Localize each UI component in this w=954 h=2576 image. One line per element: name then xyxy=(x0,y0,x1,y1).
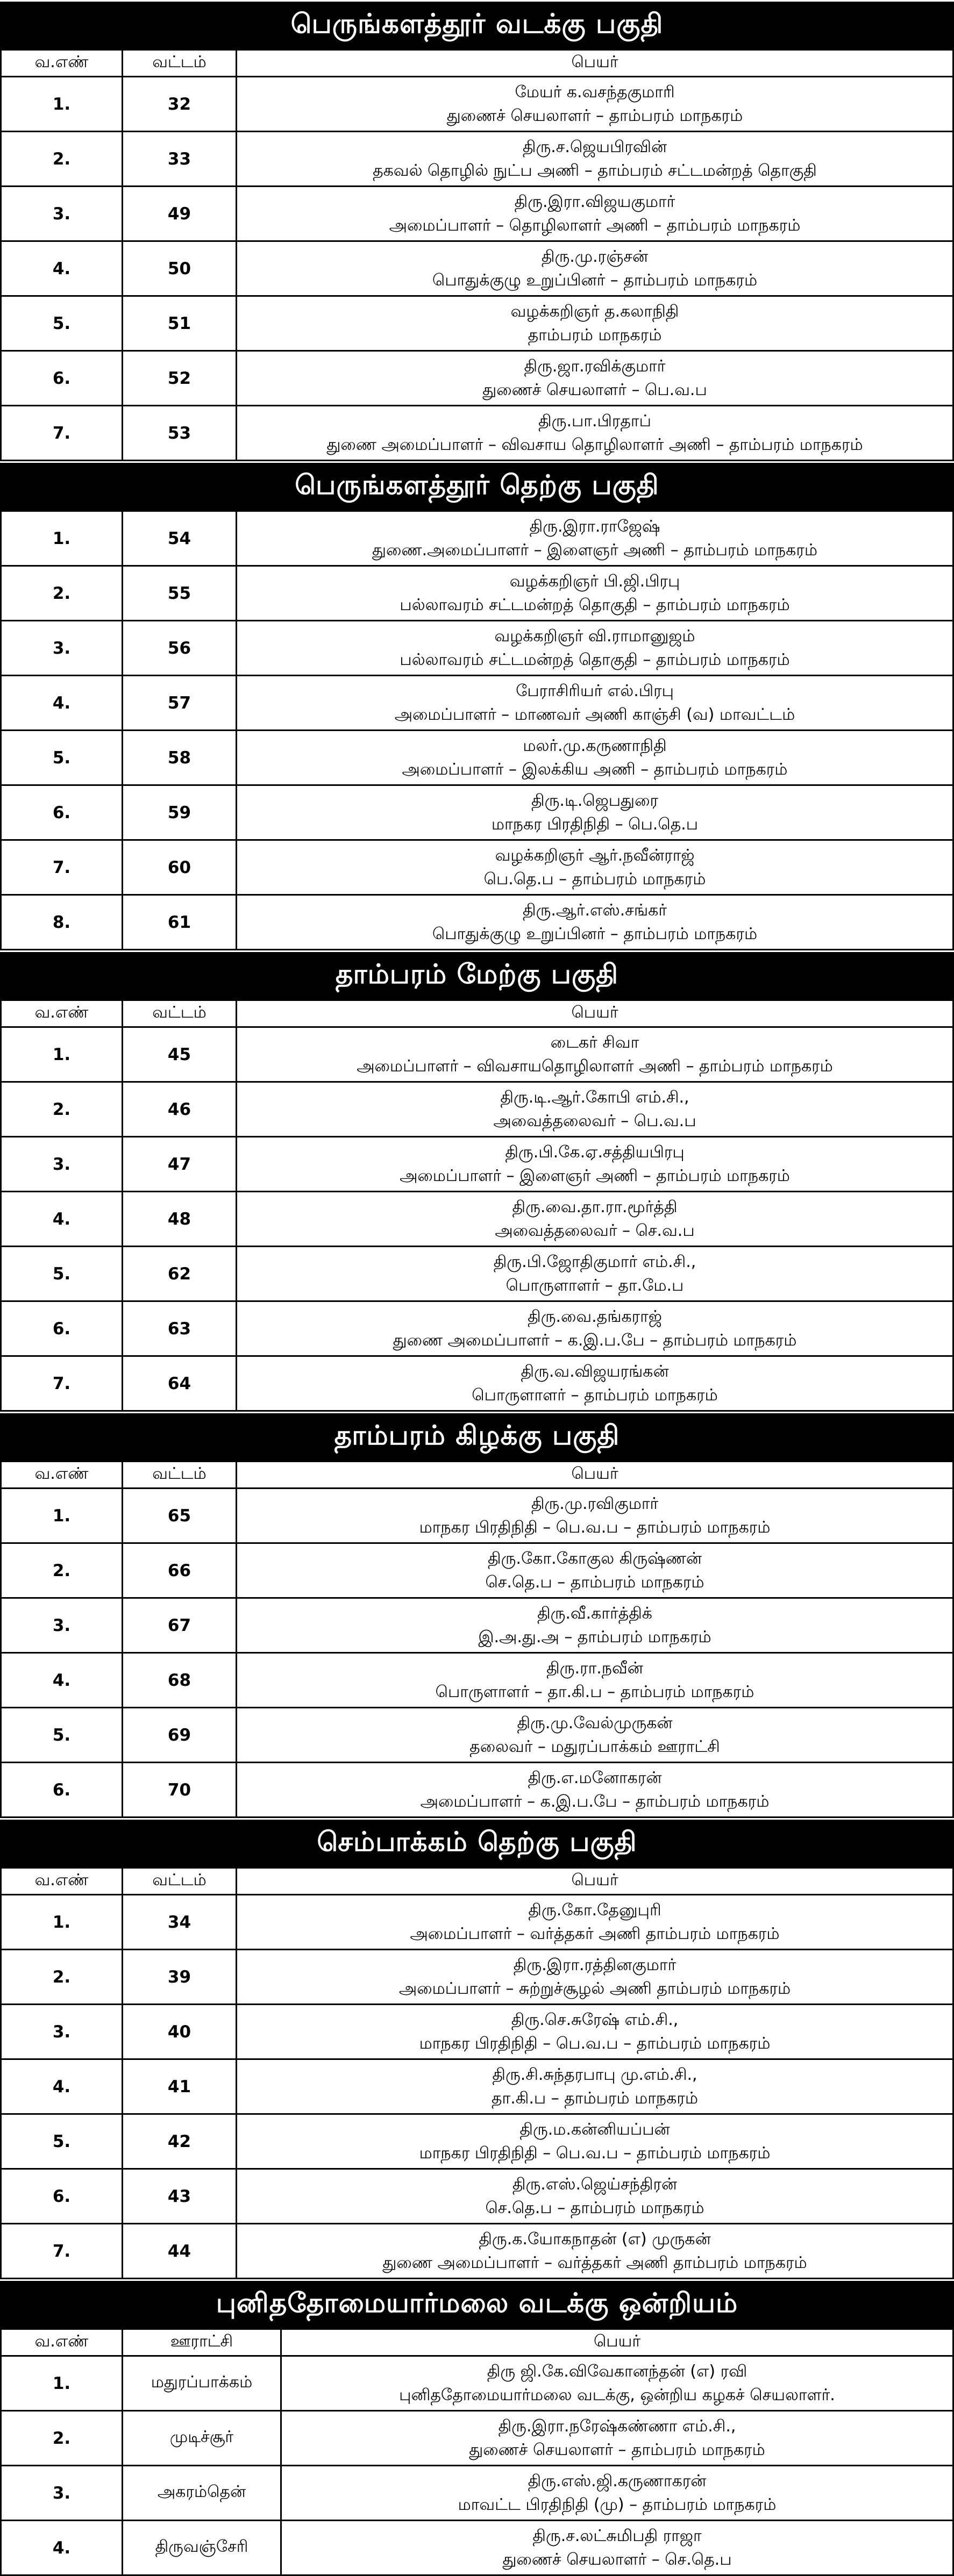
serial-number: 2. xyxy=(1,2411,123,2466)
member-name: திரு.இரா.நரேஷ்கண்ணா எம்.சி., xyxy=(498,2416,736,2436)
ward-number: 70 xyxy=(123,1763,237,1817)
member-designation: மாநகர பிரதிநிதி – பெ.வ.ப – தாம்பரம் மாநகரம் xyxy=(419,2034,771,2053)
member-designation: அமைப்பாளர் – சுற்றுச்சூழல் அணி தாம்பரம் மாநகரம் xyxy=(398,1979,791,1998)
member-designation: பல்லாவரம் சட்டமன்றத் தொகுதி – தாம்பரம் மாநகரம் xyxy=(400,595,790,614)
member-designation: துணைச் செயலாளர் – செ.தெ.ப xyxy=(502,2550,732,2569)
member-name-cell xyxy=(237,895,953,950)
member-name: திரு.வை.தா.ரா.மூர்த்தி xyxy=(512,1197,678,1217)
serial-number: 7. xyxy=(1,406,123,461)
member-designation: பொருளாளர் – தா.கி.ப – தாம்பரம் மாநகரம் xyxy=(435,1682,754,1701)
table-row xyxy=(1,2005,953,2059)
serial-number: 6. xyxy=(1,351,123,406)
ward-number: 67 xyxy=(123,1598,237,1653)
serial-number: 5. xyxy=(1,2114,123,2169)
table-row xyxy=(1,241,953,296)
section-title: பெருங்களத்தூர் தெற்கு பகுதி xyxy=(0,461,954,510)
member-designation: செ.தெ.ப – தாம்பரம் மாநகரம் xyxy=(485,1572,704,1592)
member-name: திரு.செ.சுரேஷ் எம்.சி., xyxy=(511,2010,679,2029)
member-name-cell xyxy=(237,785,953,840)
table-row xyxy=(1,406,953,461)
ward-number: 41 xyxy=(123,2059,237,2114)
ward-number: 65 xyxy=(123,1489,237,1543)
section-title: தாம்பரம் மேற்கு பகுதி xyxy=(0,950,954,999)
column-header-row xyxy=(1,1000,953,1027)
member-name: திரு.மு.ரஞ்சன் xyxy=(541,247,649,266)
member-designation: பொருளாளர் – தா.மே.ப xyxy=(506,1276,684,1295)
table-row xyxy=(1,731,953,785)
serial-number: 1. xyxy=(1,1895,123,1950)
member-designation: அவைத்தலைவர் – செ.வ.ப xyxy=(495,1221,695,1240)
member-name: வழக்கறிஞர் ஆர்.நவீன்ராஜ் xyxy=(495,846,695,865)
name-header: பெயர் xyxy=(237,50,953,77)
ward-header: வட்டம் xyxy=(123,1462,237,1489)
ward-number: 58 xyxy=(123,731,237,785)
serial-number: 8. xyxy=(1,895,123,950)
name-header: பெயர் xyxy=(237,1868,953,1895)
member-name-cell xyxy=(237,132,953,187)
table-row xyxy=(1,1895,953,1950)
member-name-cell xyxy=(237,2059,953,2114)
section-title: புனிததோமையார்மலை வடக்கு ஒன்றியம் xyxy=(0,2279,954,2328)
member-name-cell xyxy=(237,1708,953,1763)
member-name: வழக்கறிஞர் த.கலாநிதி xyxy=(510,302,679,321)
member-designation: மாநகர பிரதிநிதி – பெ.தெ.ப xyxy=(491,814,699,834)
ward-number: 51 xyxy=(123,296,237,351)
member-name: திரு.ச.லட்சுமிபதி ராஜா xyxy=(532,2526,702,2545)
member-name-cell xyxy=(237,1247,953,1301)
serial-number: 2. xyxy=(1,1082,123,1137)
ward-header: வட்டம் xyxy=(123,1000,237,1027)
table-row xyxy=(1,676,953,731)
serial-number: 1. xyxy=(1,1027,123,1082)
section-table xyxy=(0,999,954,1412)
table-row xyxy=(1,296,953,351)
member-name: திரு.பா.பிரதாப் xyxy=(538,411,651,431)
ward-number: 32 xyxy=(123,77,237,132)
column-header-row xyxy=(1,1462,953,1489)
member-name: டைகர் சிவா xyxy=(550,1033,639,1052)
member-name: திரு.வ.விஜயரங்கன் xyxy=(521,1362,669,1381)
ward-number: 69 xyxy=(123,1708,237,1763)
ward-number: 44 xyxy=(123,2224,237,2279)
member-designation: மாநகர பிரதிநிதி – பெ.வ.ப – தாம்பரம் மாநகரம் xyxy=(419,1518,771,1537)
member-name: திரு.பி.ஜோதிகுமார் எம்.சி., xyxy=(493,1252,696,1271)
member-name: திரு.பி.கே.ஏ.சத்தியபிரபு xyxy=(505,1142,685,1162)
serial-number: 6. xyxy=(1,785,123,840)
member-name-cell xyxy=(281,2466,953,2521)
ward-number: 53 xyxy=(123,406,237,461)
member-name: திரு.மு.வேல்முருகன் xyxy=(517,1713,673,1733)
table-row xyxy=(1,1027,953,1082)
member-name: திரு.டி.ஆர்.கோபி எம்.சி., xyxy=(500,1087,689,1107)
member-name: திரு.ச.ஜெயபிரவின் xyxy=(522,137,667,156)
member-name-cell xyxy=(237,1895,953,1950)
table-row xyxy=(1,840,953,895)
table-row xyxy=(1,1356,953,1411)
ward-number: மதுரப்பாக்கம் xyxy=(123,2356,281,2411)
serial-number: 7. xyxy=(1,2224,123,2279)
member-designation: அமைப்பாளர் – இளைஞர் அணி – தாம்பரம் மாநகரம் xyxy=(400,1166,790,1185)
ward-number: 61 xyxy=(123,895,237,950)
member-designation: அமைப்பாளர் – க.இ.ப.பே – தாம்பரம் மாநகரம் xyxy=(420,1792,770,1811)
member-name-cell xyxy=(237,187,953,241)
member-name: பேராசிரியர் எல்.பிரபு xyxy=(516,681,674,700)
section-title: தாம்பரம் கிழக்கு பகுதி xyxy=(0,1412,954,1461)
ward-number: 47 xyxy=(123,1137,237,1192)
section-table xyxy=(0,510,954,950)
table-row xyxy=(1,511,953,566)
ward-number: 52 xyxy=(123,351,237,406)
member-designation: அமைப்பாளர் – வர்த்தகர் அணி தாம்பரம் மாநகரம் xyxy=(410,1924,780,1943)
member-designation: துணை.அமைப்பாளர் – இளைஞர் அணி – தாம்பரம் மாநகரம் xyxy=(372,540,817,560)
table-row xyxy=(1,1192,953,1247)
member-name: திரு ஜி.கே.விவேகானந்தன் (எ) ரவி xyxy=(487,2362,747,2381)
table-row xyxy=(1,2114,953,2169)
table-row xyxy=(1,1653,953,1708)
section-table xyxy=(0,49,954,461)
member-name-cell xyxy=(237,406,953,461)
ward-number: 39 xyxy=(123,1950,237,2005)
member-name-cell xyxy=(237,676,953,731)
table-row xyxy=(1,2169,953,2224)
serial-number: 7. xyxy=(1,840,123,895)
serial-number-header: வ.எண் xyxy=(1,2329,123,2356)
table-row xyxy=(1,351,953,406)
member-name: திரு.மு.ரவிகுமார் xyxy=(531,1494,659,1513)
ward-number: 57 xyxy=(123,676,237,731)
member-designation: பொருளாளர் – தாம்பரம் மாநகரம் xyxy=(472,1385,718,1405)
column-header-row xyxy=(1,50,953,77)
ward-header: வட்டம் xyxy=(123,1868,237,1895)
member-designation: இ.அ.து.அ – தாம்பரம் மாநகரம் xyxy=(478,1627,711,1647)
member-name-cell xyxy=(237,296,953,351)
member-name-cell xyxy=(281,2521,953,2575)
ward-number: 45 xyxy=(123,1027,237,1082)
member-name-cell xyxy=(237,1763,953,1817)
member-name-cell xyxy=(237,2005,953,2059)
member-designation: அமைப்பாளர் – விவசாயதொழிலாளர் அணி – தாம்பரம் மாநகரம் xyxy=(357,1056,833,1076)
member-name-cell xyxy=(237,1489,953,1543)
ward-header: வட்டம் xyxy=(123,50,237,77)
serial-number: 2. xyxy=(1,1543,123,1598)
member-name-cell xyxy=(281,2356,953,2411)
serial-number: 5. xyxy=(1,731,123,785)
serial-number-header: வ.எண் xyxy=(1,1000,123,1027)
name-header: பெயர் xyxy=(237,1462,953,1489)
serial-number: 6. xyxy=(1,1763,123,1817)
member-name-cell xyxy=(237,2114,953,2169)
table-row xyxy=(1,2059,953,2114)
table-row xyxy=(1,1708,953,1763)
member-designation: தாம்பரம் மாநகரம் xyxy=(528,325,662,345)
member-name-cell xyxy=(237,1137,953,1192)
member-name-cell xyxy=(237,1653,953,1708)
ward-number: 56 xyxy=(123,621,237,676)
ward-number: 59 xyxy=(123,785,237,840)
member-name: திரு.சி.சுந்தரபாபு மு.எம்.சி., xyxy=(492,2065,697,2084)
member-name: திரு.எஸ்.ஜெய்சந்திரன் xyxy=(512,2174,678,2194)
serial-number-header: வ.எண் xyxy=(1,1868,123,1895)
table-row xyxy=(1,2356,953,2411)
ward-number: 63 xyxy=(123,1301,237,1356)
member-name: திரு.எ.மனோகரன் xyxy=(528,1768,662,1787)
member-name-cell xyxy=(237,1950,953,2005)
member-name-cell xyxy=(237,511,953,566)
member-name: திரு.க.யோகநாதன் (எ) முருகன் xyxy=(479,2229,711,2249)
ward-number: 34 xyxy=(123,1895,237,1950)
ward-number: 68 xyxy=(123,1653,237,1708)
member-name: திரு.எஸ்.ஜி.கருணாகரன் xyxy=(528,2471,707,2491)
section-title: செம்பாக்கம் தெற்கு பகுதி xyxy=(0,1818,954,1867)
serial-number: 2. xyxy=(1,566,123,621)
name-header: பெயர் xyxy=(237,1000,953,1027)
section-table xyxy=(0,2328,954,2576)
table-row xyxy=(1,1137,953,1192)
table-row xyxy=(1,2521,953,2575)
serial-number: 3. xyxy=(1,621,123,676)
ward-number: 43 xyxy=(123,2169,237,2224)
serial-number: 5. xyxy=(1,1247,123,1301)
serial-number: 5. xyxy=(1,1708,123,1763)
member-name: திரு.ஆர்.எஸ்.சங்கர் xyxy=(523,900,667,920)
member-name-cell xyxy=(237,840,953,895)
member-name: திரு.வீ.கார்த்திக் xyxy=(537,1604,652,1623)
ward-number: 64 xyxy=(123,1356,237,1411)
member-name: திரு.இரா.ரத்தினகுமார் xyxy=(513,1955,677,1974)
member-name: திரு.கோ.தேனுபுரி xyxy=(528,1900,661,1920)
member-name-cell xyxy=(237,77,953,132)
ward-number: முடிச்சூர் xyxy=(123,2411,281,2466)
table-row xyxy=(1,1543,953,1598)
table-row xyxy=(1,1489,953,1543)
table-row xyxy=(1,566,953,621)
member-name-cell xyxy=(237,621,953,676)
member-designation: துணைச் செயலாளர் – தாம்பரம் மாநகரம் xyxy=(469,2440,765,2459)
ward-number: அகரம்தென் xyxy=(123,2466,281,2521)
member-name-cell xyxy=(237,2169,953,2224)
section-table xyxy=(0,1461,954,1818)
table-row xyxy=(1,1301,953,1356)
serial-number: 2. xyxy=(1,132,123,187)
member-name: திரு.ரா.நவீன் xyxy=(546,1658,643,1678)
member-name-cell xyxy=(237,2224,953,2279)
member-name: திரு.இரா.விஜயகுமார் xyxy=(514,192,675,211)
member-designation: தகவல் தொழில் நுட்ப அணி – தாம்பரம் சட்டமன்றத் தொகுதி xyxy=(373,161,817,180)
member-name: வழக்கறிஞர் வி.ராமானுஜம் xyxy=(494,626,695,646)
member-name-cell xyxy=(237,566,953,621)
member-name: திரு.ஜா.ரவிக்குமார் xyxy=(524,356,666,376)
ward-number: 40 xyxy=(123,2005,237,2059)
ward-number: 33 xyxy=(123,132,237,187)
member-designation: பொதுக்குழு உறுப்பினர் – தாம்பரம் மாநகரம் xyxy=(432,924,758,943)
member-name-cell xyxy=(237,1301,953,1356)
table-row xyxy=(1,785,953,840)
table-row xyxy=(1,77,953,132)
member-name-cell xyxy=(237,1543,953,1598)
table-row xyxy=(1,1247,953,1301)
serial-number: 3. xyxy=(1,2005,123,2059)
member-name-cell xyxy=(237,351,953,406)
ward-number: 46 xyxy=(123,1082,237,1137)
serial-number: 1. xyxy=(1,511,123,566)
ward-number: 54 xyxy=(123,511,237,566)
ward-number: 55 xyxy=(123,566,237,621)
table-row xyxy=(1,1082,953,1137)
member-name: மலர்.மு.கருணாநிதி xyxy=(523,736,667,755)
member-designation: துணைச் செயலாளர் – தாம்பரம் மாநகரம் xyxy=(446,106,743,125)
serial-number: 4. xyxy=(1,241,123,296)
table-row xyxy=(1,1950,953,2005)
section-title: பெருங்களத்தூர் வடக்கு பகுதி xyxy=(0,0,954,49)
member-designation: அமைப்பாளர் – மாணவர் அணி காஞ்சி (வ) மாவட்டம் xyxy=(394,705,795,724)
ward-number: 49 xyxy=(123,187,237,241)
member-designation: செ.தெ.ப – தாம்பரம் மாநகரம் xyxy=(485,2198,704,2217)
serial-number: 4. xyxy=(1,676,123,731)
member-designation: மாநகர பிரதிநிதி – பெ.வ.ப – தாம்பரம் மாநகரம் xyxy=(419,2143,771,2163)
section-table xyxy=(0,1867,954,2279)
table-row xyxy=(1,2224,953,2279)
member-designation: புனிததோமையார்மலை வடக்கு, ஒன்றிய கழகச் செயலாளர். xyxy=(399,2385,835,2405)
member-designation: தா.கி.ப – தாம்பரம் மாநகரம் xyxy=(491,2088,698,2108)
serial-number: 3. xyxy=(1,2466,123,2521)
serial-number: 2. xyxy=(1,1950,123,2005)
member-designation: துணைச் செயலாளர் – பெ.வ.ப xyxy=(482,380,707,399)
ward-header: ஊராட்சி xyxy=(123,2329,281,2356)
member-designation: துணை அமைப்பாளர் – க.இ.ப.பே – தாம்பரம் மாநகரம் xyxy=(393,1330,797,1350)
member-name-cell xyxy=(237,1356,953,1411)
ward-number: 62 xyxy=(123,1247,237,1301)
member-designation: அமைப்பாளர் – தொழிலாளர் அணி – தாம்பரம் மாநகரம் xyxy=(389,216,801,235)
member-name: திரு.ம.கன்னியப்பன் xyxy=(519,2120,670,2139)
ward-number: 48 xyxy=(123,1192,237,1247)
table-row xyxy=(1,2411,953,2466)
table-row xyxy=(1,187,953,241)
ward-number: 50 xyxy=(123,241,237,296)
table-row xyxy=(1,621,953,676)
table-row xyxy=(1,895,953,950)
serial-number-header: வ.எண் xyxy=(1,50,123,77)
member-name-cell xyxy=(237,1598,953,1653)
member-designation: துணை அமைப்பாளர் – விவசாய தொழிலாளர் அணி – தாம்பரம் மாநகரம் xyxy=(326,435,863,454)
ward-number: 60 xyxy=(123,840,237,895)
member-name-cell xyxy=(237,241,953,296)
ward-number: 66 xyxy=(123,1543,237,1598)
member-name-cell xyxy=(281,2411,953,2466)
serial-number: 6. xyxy=(1,2169,123,2224)
serial-number: 3. xyxy=(1,187,123,241)
member-designation: மாவட்ட பிரதிநிதி (மு) – தாம்பரம் மாநகரம் xyxy=(458,2495,777,2514)
serial-number-header: வ.எண் xyxy=(1,1462,123,1489)
table-row xyxy=(1,1763,953,1817)
member-name: மேயர் க.வசந்தகுமாரி xyxy=(515,82,675,102)
serial-number: 1. xyxy=(1,77,123,132)
ward-number: திருவஞ்சேரி xyxy=(123,2521,281,2575)
column-header-row xyxy=(1,1868,953,1895)
member-name-cell xyxy=(237,1027,953,1082)
member-name: வழக்கறிஞர் பி.ஜி.பிரபு xyxy=(509,571,680,591)
ward-number: 42 xyxy=(123,2114,237,2169)
serial-number: 1. xyxy=(1,2356,123,2411)
member-designation: அமைப்பாளர் – இலக்கிய அணி – தாம்பரம் மாநகரம் xyxy=(402,760,788,779)
table-row xyxy=(1,132,953,187)
member-designation: பொதுக்குழு உறுப்பினர் – தாம்பரம் மாநகரம் xyxy=(432,270,758,290)
member-name: திரு.வை.தங்கராஜ் xyxy=(528,1307,662,1326)
column-header-row xyxy=(1,2329,953,2356)
table-row xyxy=(1,1598,953,1653)
serial-number: 1. xyxy=(1,1489,123,1543)
member-name: திரு.இரா.ராஜேஷ் xyxy=(529,517,660,536)
serial-number: 7. xyxy=(1,1356,123,1411)
member-name-cell xyxy=(237,1192,953,1247)
serial-number: 3. xyxy=(1,1598,123,1653)
member-designation: அவைத்தலைவர் – பெ.வ.ப xyxy=(493,1111,696,1130)
member-name-cell xyxy=(237,1082,953,1137)
serial-number: 6. xyxy=(1,1301,123,1356)
member-designation: பெ.தெ.ப – தாம்பரம் மாநகரம் xyxy=(483,869,706,889)
member-designation: துணை அமைப்பாளர் – வர்த்தகர் அணி தாம்பரம் மாநகரம் xyxy=(382,2253,807,2272)
member-name: திரு.கோ.கோகுல கிருஷ்ணன் xyxy=(488,1549,702,1568)
member-designation: தலைவர் – மதுரப்பாக்கம் ஊராட்சி xyxy=(469,1737,720,1756)
serial-number: 3. xyxy=(1,1137,123,1192)
serial-number: 5. xyxy=(1,296,123,351)
member-designation: பல்லாவரம் சட்டமன்றத் தொகுதி – தாம்பரம் மாநகரம் xyxy=(400,650,790,669)
table-row xyxy=(1,2466,953,2521)
serial-number: 4. xyxy=(1,1653,123,1708)
name-header: பெயர் xyxy=(281,2329,953,2356)
serial-number: 4. xyxy=(1,2059,123,2114)
member-name: திரு.டி.ஜெபதுரை xyxy=(531,791,658,810)
serial-number: 4. xyxy=(1,1192,123,1247)
serial-number: 4. xyxy=(1,2521,123,2575)
member-name-cell xyxy=(237,731,953,785)
